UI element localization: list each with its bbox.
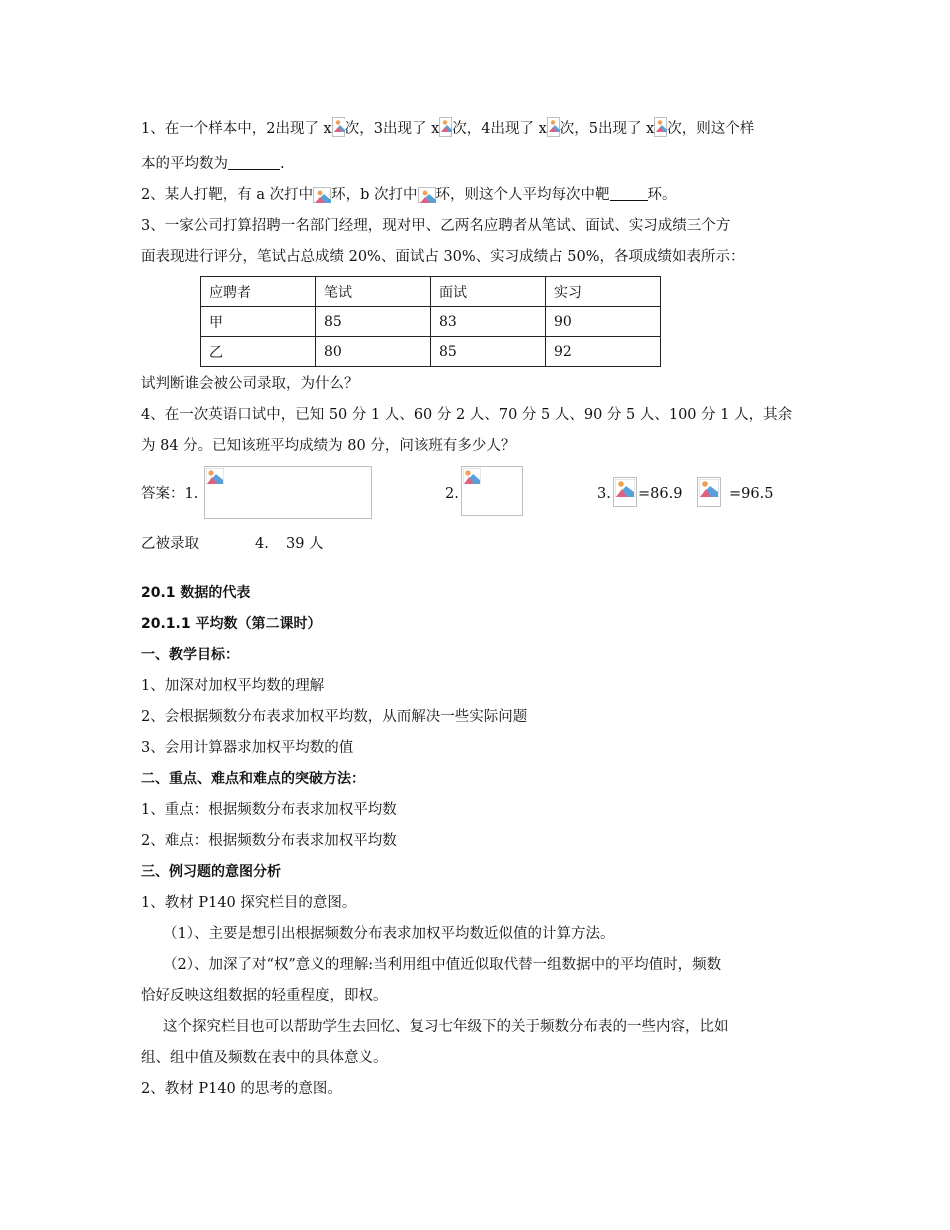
table-header-cell: 应聘者 (201, 277, 316, 307)
table-cell: 80 (316, 337, 431, 367)
paragraph-continued: 组、组中值及频数在表中的具体意义。 (141, 1050, 388, 1066)
broken-image-icon (313, 187, 331, 203)
broken-image-icon (439, 117, 452, 137)
question-3-line-2: 面表现进行评分，笔试占总成绩 20%、面试占 30%、实习成绩占 50%，各项成绩如表所示： (141, 249, 745, 265)
table-cell: 乙 (201, 337, 316, 367)
score-table (200, 276, 661, 367)
table-header-cell: 面试 (431, 277, 546, 307)
paragraph: 这个探究栏目也可以帮助学生去回忆、复习七年级下的关于频数分布表的一些内容，比如 (163, 1019, 729, 1035)
answer-3-value-2: =96.5 (729, 486, 774, 502)
goal-item: 3、会用计算器求加权平均数的值 (141, 740, 354, 756)
formula-image-placeholder (204, 466, 372, 519)
broken-image-icon (418, 187, 436, 203)
example-item: 2、教材 P140 的思考的意图。 (141, 1081, 342, 1097)
q1-text-4: 次，5出现了 x (559, 121, 655, 137)
answer-3-conclusion: 乙被录取 (141, 536, 199, 552)
q1-text-1: 1、在一个样本中，2出现了 x (141, 121, 332, 137)
question-3-followup: 试判断谁会被公司录取，为什么？ (141, 376, 359, 392)
example-item: 1、教材 P140 探究栏目的意图。 (141, 895, 357, 911)
table-cell: 85 (431, 337, 546, 367)
subsection-heading: 20.1.1 平均数（第二课时） (141, 616, 322, 632)
example-subitem: （1）、主要是想引出根据频数分布表求加权平均数近似值的计算方法。 (163, 926, 615, 942)
formula-image-placeholder (613, 477, 637, 507)
answer-blank (610, 186, 648, 201)
q1-text-5: 次，则这个样 (667, 121, 755, 137)
key-point-item: 1、重点：根据频数分布表求加权平均数 (141, 802, 397, 818)
table-cell: 85 (316, 307, 431, 337)
question-1-line-1 (141, 117, 754, 139)
question-3-line-1: 3、一家公司打算招聘一名部门经理，现对甲、乙两名应聘者从笔试、面试、实习成绩三个方 (141, 218, 731, 234)
q1-text-6: 本的平均数为 (141, 156, 228, 172)
formula-image-placeholder (697, 477, 721, 507)
heading-example-analysis: 三、例习题的意图分析 (141, 864, 281, 880)
example-subitem-continued: 恰好反映这组数据的轻重程度，即权。 (141, 988, 388, 1004)
question-4-line-2: 为 84 分。已知该班平均成绩为 80 分，问该班有多少人？ (141, 438, 516, 454)
section-heading: 20.1 数据的代表 (141, 585, 251, 601)
question-1-line-2 (141, 154, 285, 174)
answer-3-label: 3. (597, 486, 611, 502)
goal-item: 2、会根据频数分布表求加权平均数，从而解决一些实际问题 (141, 709, 528, 725)
broken-image-icon (699, 479, 719, 497)
q2-text-1: 2、某人打靶，有 a 次打中 (141, 187, 314, 203)
broken-image-icon (615, 479, 635, 497)
q2-text-4: 环。 (647, 187, 677, 203)
table-cell: 83 (431, 307, 546, 337)
broken-image-icon (463, 468, 481, 484)
heading-key-points: 二、重点、难点和难点的突破方法： (141, 771, 365, 787)
table-row (201, 337, 661, 367)
answers-label: 答案：1. (141, 486, 199, 502)
formula-image-placeholder (461, 466, 523, 516)
table-cell: 92 (546, 337, 661, 367)
q1-text-2: 次，3出现了 x (344, 121, 440, 137)
q2-text-3: 环，则这个人平均每次中靶 (435, 187, 610, 203)
table-header-row (201, 277, 661, 307)
answer-4-label: 4. (255, 536, 269, 552)
q1-text-3: 次，4出现了 x (452, 121, 547, 137)
broken-image-icon (654, 117, 667, 137)
example-subitem: （2）、加深了对“权”意义的理解:当利用组中值近似取代替一组数据中的平均值时，频数 (163, 957, 722, 973)
table-cell: 90 (546, 307, 661, 337)
table-header-cell: 实习 (546, 277, 661, 307)
table-header-cell: 笔试 (316, 277, 431, 307)
q1-text-end: . (280, 156, 285, 172)
answer-4-value: 39 人 (286, 536, 324, 552)
table-row (201, 307, 661, 337)
table-cell: 甲 (201, 307, 316, 337)
key-point-item: 2、难点：根据频数分布表求加权平均数 (141, 833, 397, 849)
heading-teaching-goals: 一、教学目标： (141, 647, 239, 663)
broken-image-icon (332, 117, 345, 137)
answer-2-label: 2. (445, 486, 459, 502)
answer-blank (228, 155, 280, 170)
broken-image-icon (547, 117, 560, 137)
question-4-line-1: 4、在一次英语口试中，已知 50 分 1 人、60 分 2 人、70 分 5 人、90 分 5 人、100 分 1 人，其余 (141, 407, 793, 423)
goal-item: 1、加深对加权平均数的理解 (141, 678, 325, 694)
answer-3-value-1: =86.9 (638, 486, 683, 502)
q2-text-2: 环，b 次打中 (331, 187, 418, 203)
broken-image-icon (206, 468, 224, 484)
question-2 (141, 185, 677, 205)
